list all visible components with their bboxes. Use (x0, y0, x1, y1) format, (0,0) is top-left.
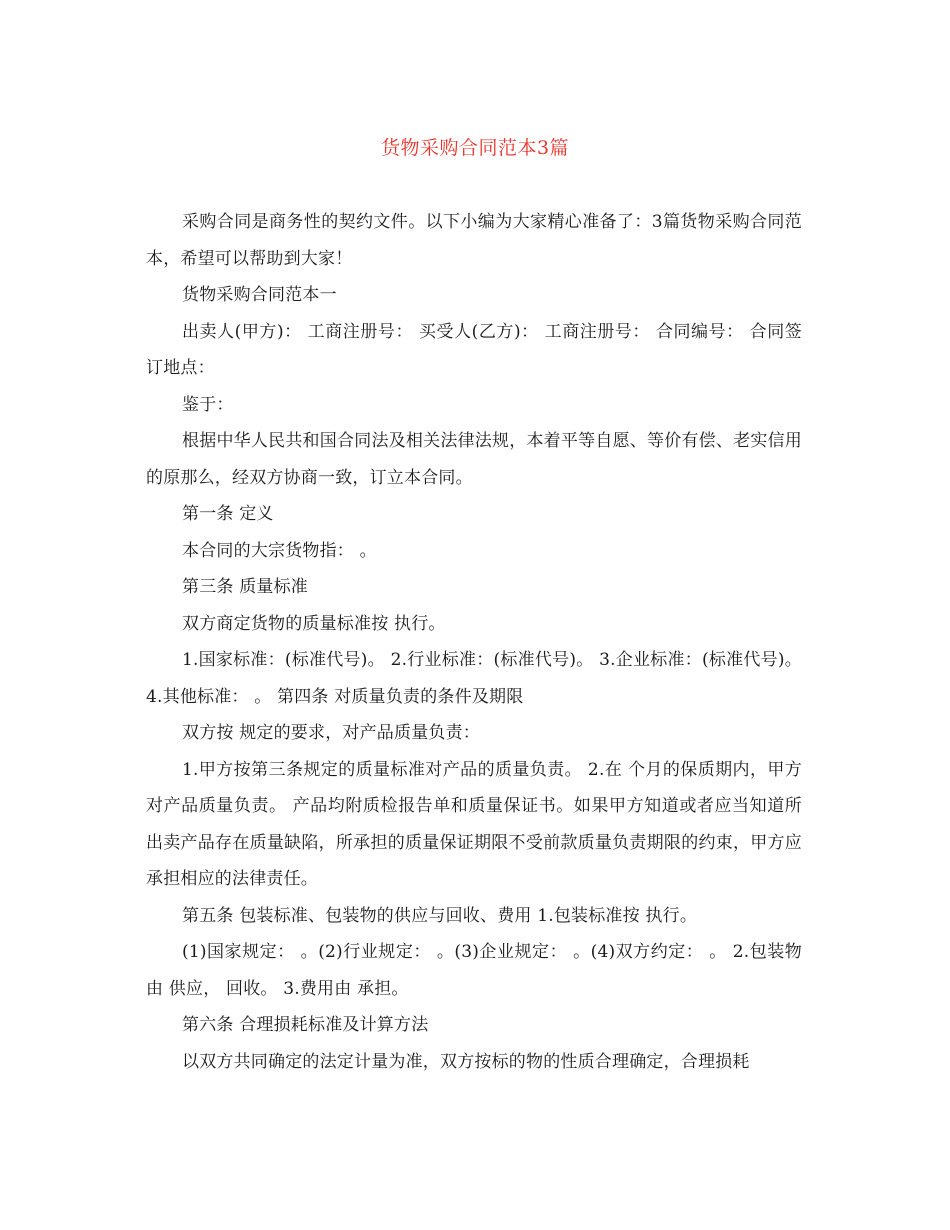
page-title: 货物采购合同范本3篇 (380, 137, 570, 159)
paragraph-loss-terms: 以双方共同确定的法定计量为准，双方按标的物的性质合理确定，合理损耗 (182, 1051, 750, 1072)
paragraph-whereas: 鉴于： (182, 394, 234, 415)
paragraph-packaging-terms: (1)国家规定： 。(2)行业规定： 。(3)企业规定： 。(4)双方约定： 。 2.包装物由 供应， 回收。 3.费用由 承担。 (146, 942, 802, 999)
paragraph-article-1: 第一条 定义 (182, 504, 274, 524)
paragraph-parties: 出卖人(甲方)： 工商注册号： 买受人(乙方)： 工商注册号： 合同编号： 合同签订地点： (146, 321, 802, 378)
paragraph-heading-contract-one: 货物采购合同范本一 (182, 285, 337, 305)
paragraph-quality-terms: 1.甲方按第三条规定的质量标准对产品的质量负责。 2.在 个月的保质期内，甲方对产品质量负责。 产品均附质检报告单和质量保证书。如果甲方知道或者应当知道所出卖产品存在质量缺陷，所承担的质量保证期限不受前款质量负责期限的约束，甲方应承担相应的法律责任。 (146, 759, 802, 889)
paragraph-standards-list: 1.国家标准：(标准代号)。 2.行业标准：(标准代号)。 3.企业标准：(标准代号)。 4.其他标准： 。 第四条 对质量负责的条件及期限 (146, 650, 802, 707)
paragraph-quality-responsibility: 双方按 规定的要求，对产品质量负责： (182, 723, 481, 743)
paragraph-article-6: 第六条 合理损耗标准及计算方法 (182, 1015, 429, 1035)
paragraph-article-3: 第三条 质量标准 (182, 577, 309, 597)
paragraph-article-5: 第五条 包装标准、包装物的供应与回收、费用 1.包装标准按 执行。 (182, 905, 698, 926)
paragraph-goods-definition: 本合同的大宗货物指： 。 (182, 540, 377, 561)
paragraph-intro: 采购合同是商务性的契约文件。以下小编为大家精心准备了：3篇货物采购合同范本，希望可以帮助到大家！ (146, 212, 802, 269)
document-body (146, 204, 802, 1080)
paragraph-legal-basis: 根据中华人民共和国合同法及相关法律法规，本着平等自愿、等价有偿、老实信用的原那么，经双方协商一致，订立本合同。 (146, 431, 802, 488)
paragraph-quality-standard: 双方商定货物的质量标准按 执行。 (182, 613, 446, 634)
